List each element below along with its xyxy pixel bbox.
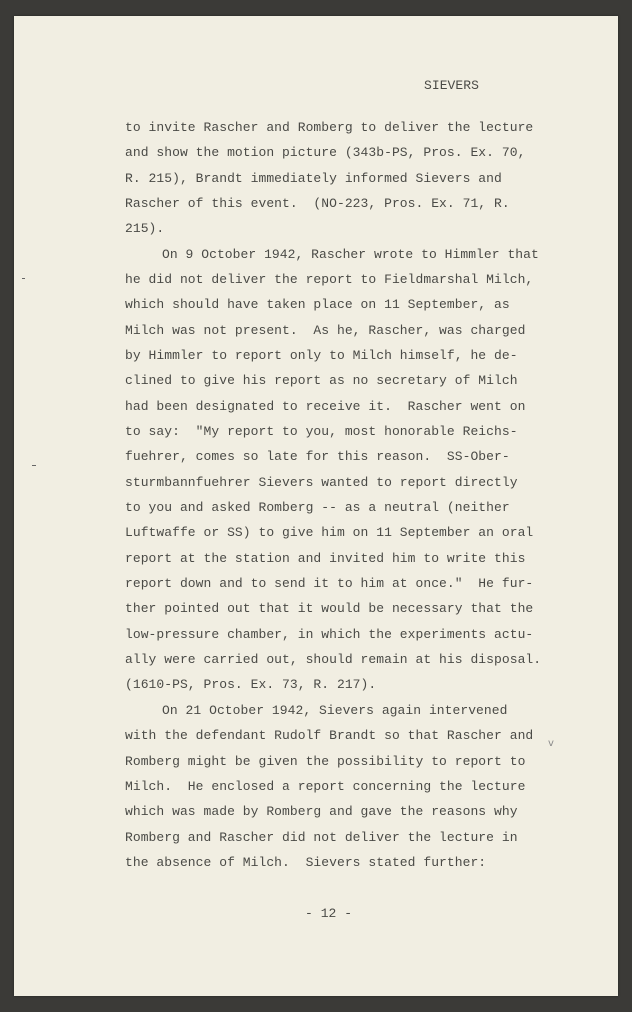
text-line: Luftwaffe or SS) to give him on 11 September an oral <box>125 525 534 541</box>
text-line: On 9 October 1942, Rascher wrote to Himmler that <box>162 246 539 262</box>
text-line: had been designated to receive it. Rascher went on <box>125 398 526 414</box>
text-line: clined to give his report as no secretary of Milch <box>125 373 518 389</box>
text-line: report down and to send it to him at once." He fur- <box>125 576 534 592</box>
text-line: On 21 October 1942, Sievers again intervened <box>162 702 508 718</box>
text-line: which was made by Romberg and gave the reasons why <box>125 804 518 820</box>
page-number: - 12 - <box>305 906 353 921</box>
text-line: low-pressure chamber, in which the experiments actu- <box>125 626 534 642</box>
text-line: to invite Rascher and Romberg to deliver the lecture <box>125 120 534 135</box>
text-line: fuehrer, comes so late for this reason. SS-Ober- <box>125 449 510 465</box>
text-line: R. 215), Brandt immediately informed Sievers and <box>125 170 502 186</box>
text-line: to you and asked Romberg -- as a neutral (neither <box>125 500 510 516</box>
text-line: (1610-PS, Pros. Ex. 73, R. 217). <box>125 677 377 693</box>
text-line: sturmbannfuehrer Sievers wanted to report directly <box>125 474 518 490</box>
text-line: ally were carried out, should remain at his disposal. <box>125 652 542 668</box>
text-line: with the defendant Rudolf Brandt so that Rascher and <box>125 728 534 744</box>
text-line: the absence of Milch. Sievers stated further: <box>125 854 487 870</box>
text-line: to say: "My report to you, most honorable Reichs- <box>125 424 518 440</box>
text-line: ther pointed out that it would be necessary that the <box>125 601 534 617</box>
margin-tick-mark <box>32 465 36 466</box>
text-line: by Himmler to report only to Milch himself, he de- <box>125 348 518 364</box>
margin-tick-mark <box>22 278 25 279</box>
text-line: which should have taken place on 11 September, as <box>125 297 510 313</box>
text-line: and show the motion picture (343b-PS, Pros. Ex. 70, <box>125 145 526 161</box>
text-line: Romberg might be given the possibility to report to <box>125 753 526 769</box>
text-line: Milch. He enclosed a report concerning the lecture <box>125 778 526 794</box>
text-line: Romberg and Rascher did not deliver the lecture in <box>125 829 518 845</box>
text-line: Milch was not present. As he, Rascher, was charged <box>125 322 526 338</box>
text-line: 215). <box>125 221 165 237</box>
text-line: report at the station and invited him to write this <box>125 550 526 566</box>
text-line: he did not deliver the report to Fieldmarshal Milch, <box>125 272 534 288</box>
margin-check-mark: v <box>548 738 554 749</box>
running-header: SIEVERS <box>424 78 479 93</box>
text-line: Rascher of this event. (NO-223, Pros. Ex. 71, R. <box>125 196 510 212</box>
